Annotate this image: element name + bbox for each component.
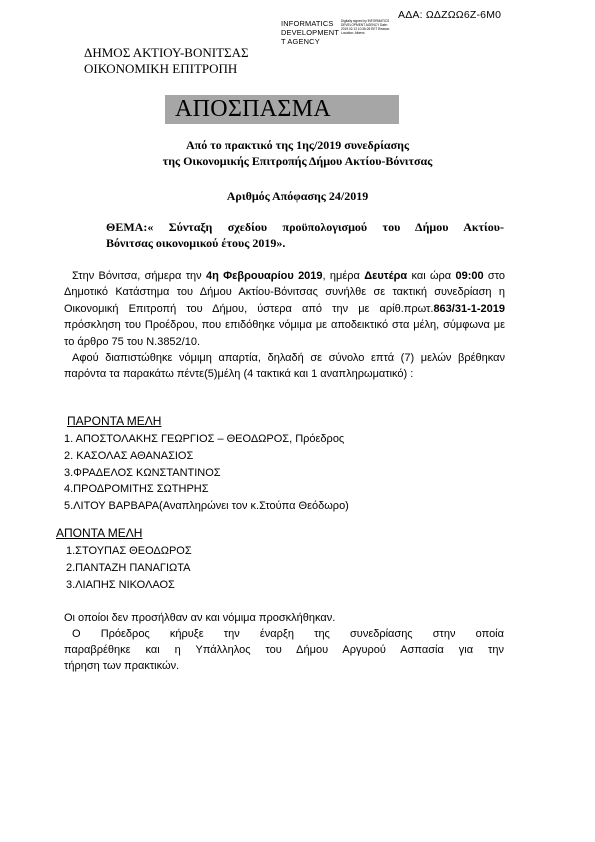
list-item: 1. ΑΠΟΣΤΟΛΑΚΗΣ ΓΕΩΡΓΙΟΣ – ΘΕΟΔΩΡΟΣ, Πρόεδρος: [64, 433, 345, 445]
absent-members-list: [66, 543, 192, 594]
body-text: [64, 268, 505, 383]
closing-line-1: Οι οποίοι δεν προσήλθαν αν και νόμιμα προσκλήθηκαν.: [64, 612, 336, 624]
minutes-line-1: Από το πρακτικό της 1ης/2019 συνεδρίασης: [185, 138, 410, 152]
list-item: 2.ΠΑΝΤΑΖΗ ΠΑΝΑΓΙΩΤΑ: [66, 562, 191, 574]
body-text-run: Στην Βόνιτσα, σήμερα την: [72, 270, 206, 282]
subject-line-1: ΘΕΜΑ:« Σύνταξη σχεδίου προϋπολογισμού του Δήμου Ακτίου-: [106, 220, 504, 234]
stamp-line-2: DEVELOPMENT: [281, 28, 340, 37]
subject: [106, 219, 504, 251]
meeting-date: 4η Φεβρουαρίου 2019: [205, 270, 323, 282]
closing-line-4: τήρηση των πρακτικών.: [64, 660, 180, 672]
municipality-name: ΔΗΜΟΣ ΑΚΤΙΟΥ-ΒΟΝΙΤΣΑΣ: [84, 45, 249, 60]
list-item: 2. ΚΑΣΟΛΑΣ ΑΘΑΝΑΣΙΟΣ: [64, 449, 194, 462]
committee-name: ΟΙΚΟΝΟΜΙΚΗ ΕΠΙΤΡΟΠΗ: [84, 61, 238, 76]
minutes-reference: [0, 137, 595, 169]
body-paragraph-2: Αφού διαπιστώθηκε νόμιμη απαρτία, δηλαδή σε σύνολο επτά (7) μελών βρέθηκαν παρόντα τα παρακάτω πέντε(5)μέλη (4 τακτικά και 1 αναπληρωματικό) :: [64, 352, 505, 381]
signature-stamp: [281, 20, 401, 56]
meeting-time: 09:00: [455, 270, 484, 282]
excerpt-banner: [165, 95, 399, 124]
list-item: 4.ΠΡΟΔΡΟΜΙΤΗΣ ΣΩΤΗΡΗΣ: [64, 483, 209, 496]
stamp-line-1: INFORMATICS: [281, 19, 334, 28]
body-text-run: στο Δημοτικό Κατάστημα του Δήμου Ακτίου-Βόνιτσας συνήλθε σε τακτική συνεδρίαση η Οικονομική Επιτροπή του Δήμου, ύστερα από την με αρίθ.πρωτ.: [64, 270, 506, 315]
list-item: 3.ΦΡΑΔΕΛΟΣ ΚΩΝΣΤΑΝΤΙΝΟΣ: [64, 466, 221, 479]
stamp-line-3: T AGENCY: [281, 37, 320, 46]
meeting-day: Δευτέρα: [364, 270, 408, 282]
closing-line-2: Ο Πρόεδρος κήρυξε την έναρξη της συνεδρίασης στην οποία: [72, 628, 504, 640]
closing-text: [64, 610, 504, 674]
subject-line-2: Βόνιτσας οικονομικού έτους 2019».: [106, 236, 286, 250]
present-members-title: ΠΑΡΟΝΤΑ ΜΕΛΗ: [67, 414, 162, 428]
excerpt-title: ΑΠΟΣΠΑΣΜΑ: [175, 96, 331, 122]
present-members-list: [64, 431, 349, 515]
body-text-run: πρόσκληση του Προέδρου, που επιδόθηκε νόμιμα με αποδεικτικό στα μέλη, σύμφωνα με το άρθρο 75 του Ν.3852/10.: [64, 319, 505, 348]
minutes-line-2: της Οικονομικής Επιτροπής Δήμου Ακτίου-Βόνιτσας: [162, 154, 433, 168]
protocol-number: 863/31-1-2019: [433, 302, 505, 315]
list-item: 3.ΛΙΑΠΗΣ ΝΙΚΟΛΑΟΣ: [66, 579, 175, 591]
list-item: 5.ΛΙΤΟΥ ΒΑΡΒΑΡΑ(Αναπληρώνει τον κ.Στούπα Θεόδωρο): [64, 500, 349, 513]
municipality-heading: [84, 45, 249, 77]
decision-number: Αριθμός Απόφασης 24/2019: [226, 189, 369, 203]
body-text-run: , ημέρα: [322, 270, 365, 282]
body-paragraph-1: [64, 268, 505, 350]
list-item: 1.ΣΤΟΥΠΑΣ ΘΕΟΔΩΡΟΣ: [66, 545, 192, 557]
closing-line-3: παραβρέθηκε και η Υπάλληλος του Δήμου Αργυρού Ασπασία για την: [64, 644, 504, 656]
body-text-run: και ώρα: [407, 270, 456, 282]
stamp-small-text: Digitally signed by INFORMATICS DEVELOPMENT AGENCY Date: 2019.02.13 10:36:26 EET Reason: Location: Athens: [341, 19, 391, 35]
ada-code: ΑΔΑ: ΩΔΖΩΩ6Ζ-6Μ0: [398, 9, 502, 21]
absent-members-title: ΑΠΟΝΤΑ ΜΕΛΗ: [56, 526, 143, 540]
